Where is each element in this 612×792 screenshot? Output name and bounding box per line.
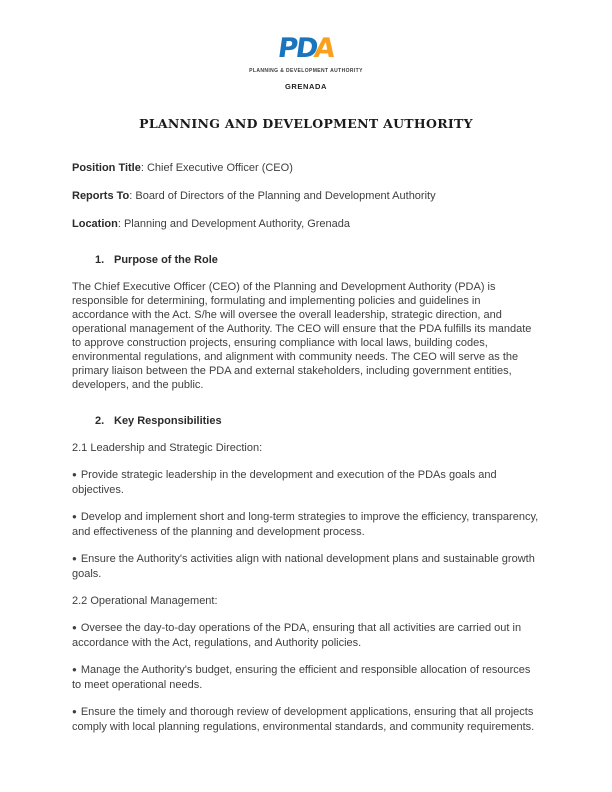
bullet-text: Oversee the day-to-day operations of the PDA, ensuring that all activities are carried out in accordance with the Act, regulations, and Authority policies.: [72, 622, 522, 649]
bullet-icon: ●: [72, 512, 77, 521]
bullet-item: [72, 621, 540, 650]
section-heading-text: Purpose of the Role: [114, 254, 218, 266]
bullet-item: [72, 705, 540, 734]
meta-value-position-title: : Chief Executive Officer (CEO): [140, 162, 293, 174]
meta-label-location: Location: [72, 218, 118, 230]
bullet-text: Develop and implement short and long-term strategies to improve the efficiency, transparency, and effectiveness of the planning and development process.: [72, 511, 539, 538]
meta-label-reports-to: Reports To: [72, 190, 130, 202]
bullet-item: [72, 663, 540, 692]
logo-letter-d: D: [294, 33, 319, 64]
meta-line-position-title: [72, 161, 540, 175]
bullet-item: [72, 552, 540, 581]
meta-value-reports-to: : Board of Directors of the Planning and Development Authority: [129, 190, 436, 202]
bullet-text: Provide strategic leadership in the development and execution of the PDAs goals and objectives.: [72, 469, 497, 496]
bullet-icon: ●: [72, 665, 77, 674]
subsection-title-leadership: 2.1 Leadership and Strategic Direction:: [72, 442, 263, 454]
bullet-text: Ensure the Authority's activities align with national development plans and sustainable growth goals.: [72, 553, 535, 580]
bullet-icon: ●: [72, 623, 77, 632]
section-heading-key-responsibilities: [72, 414, 540, 428]
bullet-text: Manage the Authority's budget, ensuring the efficient and responsible allocation of resources to meet operational needs.: [72, 664, 531, 691]
section-number: 1.: [95, 254, 105, 266]
pda-logo-letters: [276, 33, 336, 64]
document-title: PLANNING AND DEVELOPMENT AUTHORITY: [139, 116, 473, 131]
logo-org-line: PLANNING & DEVELOPMENT AUTHORITY: [249, 68, 363, 74]
bullet-icon: ●: [72, 554, 77, 563]
bullet-icon: ●: [72, 707, 77, 716]
section-heading-purpose: [72, 253, 540, 267]
bullet-icon: ●: [72, 470, 77, 479]
meta-label-position-title: Position Title: [72, 162, 141, 174]
pda-logo: [72, 33, 540, 94]
section-number: 2.: [95, 415, 105, 427]
meta-line-location: [72, 217, 540, 231]
meta-value-location: : Planning and Development Authority, Grenada: [117, 218, 351, 230]
logo-letter-p: P: [276, 33, 299, 64]
logo-letter-a: A: [312, 33, 336, 64]
subsection-title-operational: 2.2 Operational Management:: [72, 595, 218, 607]
logo-country-line: GRENADA: [284, 82, 328, 91]
bullet-item: [72, 468, 540, 497]
purpose-paragraph: The Chief Executive Officer (CEO) of the Planning and Development Authority (PDA) is responsible for determining, formulating and implementing policies and guidelines in accordance with the Act. S/he will oversee the overall leadership, strategic direction, and operational management of the Authority. The CEO will ensure that the PDA fulfills its mandate to approve construction projects, ensuring compliance with local laws, building codes, environmental regulations, and alignment with community needs. The CEO will serve as the primary liaison between the PDA and external stakeholders, including government entities, developers, and the public.: [72, 281, 532, 391]
section-heading-text: Key Responsibilities: [114, 415, 222, 427]
bullet-text: Ensure the timely and thorough review of development applications, ensuring that all projects comply with local planning regulations, environmental standards, and community requirements.: [72, 706, 535, 733]
meta-line-reports-to: [72, 189, 540, 203]
bullet-item: [72, 510, 540, 539]
